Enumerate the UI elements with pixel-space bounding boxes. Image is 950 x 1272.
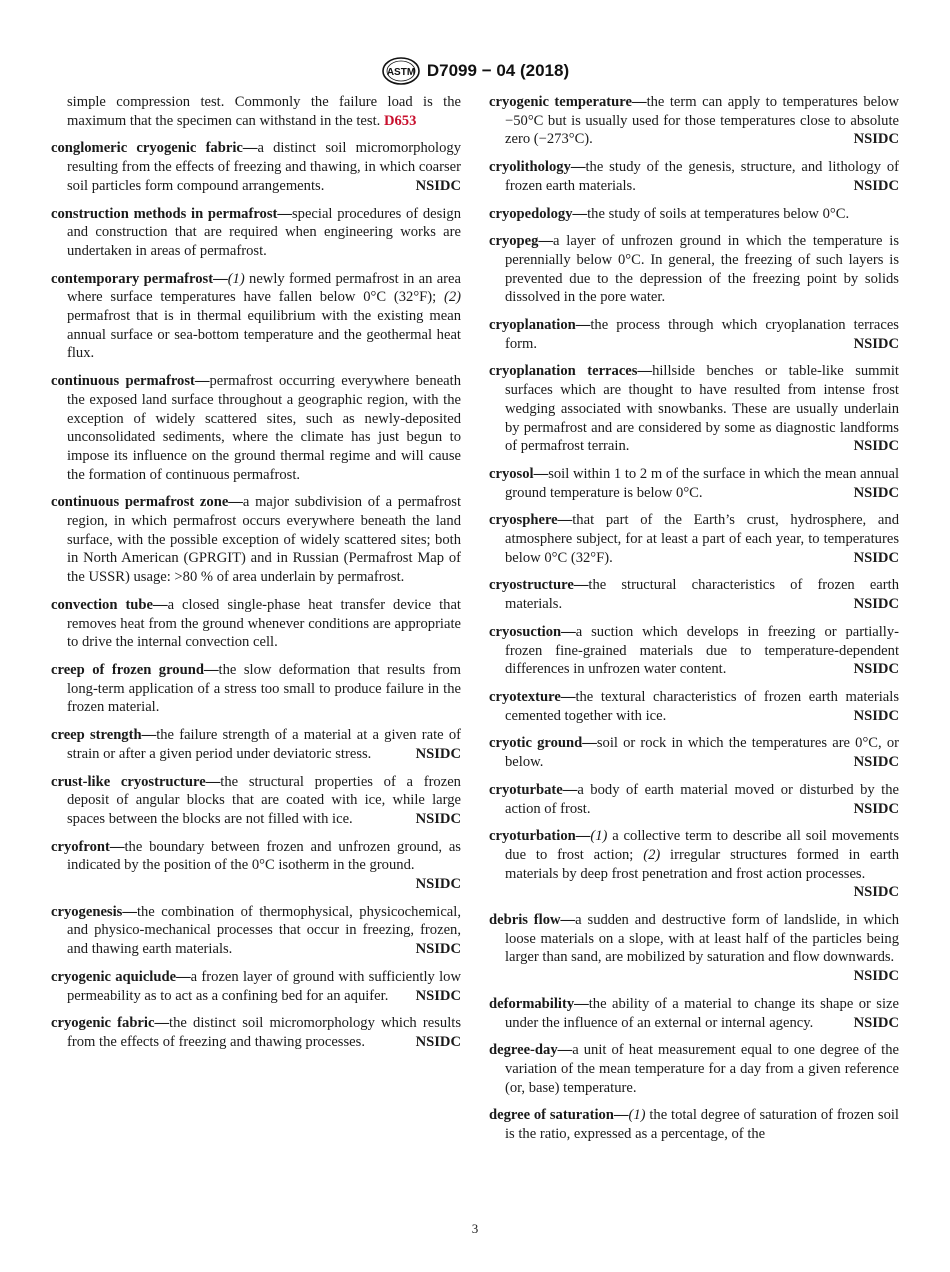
right-column [489,93,899,1153]
source-label: NSIDC [415,987,461,1004]
definition-entry [489,623,899,679]
definition-entry [489,781,899,818]
definition-entry [51,372,461,484]
term: debris flow— [489,912,576,929]
definition-text: the textural characteristics of frozen earth materials cemented together with ice. [505,688,899,724]
definition-text: the structural characteristics of frozen earth materials. [505,577,899,613]
source-label: NSIDC [415,941,461,958]
source-label: NSIDC [853,484,899,501]
source-label: NSIDC [415,876,461,893]
definition-text: the structural properties of a frozen deposit of angular blocks that are coated with ice, while large spaces between the blocks are not filled with ice. [67,773,461,827]
definition-text: a suction which develops in freezing or partially-frozen fine-grained materials due to temperature-dependent differences in unfrozen water content. [505,623,899,678]
page-header [0,56,950,86]
definition-text: a body of earth material moved or disturbed by the action of frost. [505,781,899,817]
definition-text: the distinct soil micromorphology which results from the effects of freezing and thawing processes. [67,1015,462,1050]
definition-entry [51,903,461,959]
source-label: NSIDC [853,131,899,148]
term: cryotic ground— [489,735,597,752]
source-label: NSIDC [415,810,461,827]
definition-entry [51,493,461,587]
definition-text: permafrost occurring everywhere beneath the exposed land surface throughout a geographic region, with the exception of widely scattered sites, such as newly-deposited unconsolidated sediments, where the climate has just begun to impose its influence on the ground thermal regime and will cause the formation of continuous permafrost. [67,373,462,483]
definition-text: the boundary between frozen and unfrozen ground, as indicated by the position of the 0°C isotherm in the ground. [67,838,461,874]
definition-text: the slow deformation that results from long-term application of a stress too small to produce failure in the frozen material. [67,661,461,716]
source-label: NSIDC [853,335,899,352]
source-label: NSIDC [853,968,899,985]
definition-text: the study of soils at temperatures below 0°C. [587,205,850,222]
definition-entry [51,596,461,652]
source-label: NSIDC [853,707,899,724]
definition-entry [51,205,461,261]
definition-text: the ability of a material to change its shape or size under the influence of an external or internal agency. [505,995,899,1031]
term: cryosuction— [489,623,576,640]
term: convection tube— [51,596,168,613]
source-label: NSIDC [415,745,461,762]
source-label: NSIDC [853,884,899,901]
definition-text: the process through which cryoplanation terraces form. [505,317,899,352]
definition-entry [489,911,899,986]
definition-entry [51,838,461,894]
definition-text: that part of the Earth’s crust, hydrosphere, and atmosphere subject, for at least a part of each year, to temperatures below 0°C (32°F). [505,512,899,566]
term: conglomeric cryogenic fabric— [51,140,258,157]
definition-text: the failure strength of a material at a given rate of strain or after a given period under deviatoric stress. [67,727,462,762]
source-label: NSIDC [853,661,899,678]
definition-entry [489,93,899,149]
term: cryolithology— [489,159,586,176]
definition-entry [51,968,461,1005]
source-label: NSIDC [853,438,899,455]
astm-logo-text: ASTM [386,67,416,78]
term: degree-day— [489,1042,573,1059]
definition-entry [489,465,899,502]
term: cryotexture— [489,688,576,705]
term: continuous permafrost zone— [51,494,243,511]
definition-entry [489,362,899,456]
reference-link-d653[interactable]: D653 [383,112,417,129]
term: cryopeg— [489,233,554,250]
page-number: 3 [471,1221,479,1236]
source-label: NSIDC [853,549,899,566]
definition-text: a frozen layer of ground with sufficiently low permeability as to act as a confining bed for an aquifer. [67,968,461,1004]
definition-text: a sudden and destructive form of landslide, in which loose materials on a slope, with at least half of the particles being larger than sand, are mobilized by saturation and flow downwards. [505,912,900,966]
term: crust-like cryostructure— [51,773,221,790]
term: creep strength— [51,727,157,744]
source-label: NSIDC [853,754,899,771]
definition-text: special procedures of design and construction that are required when engineering works are undertaken in areas of permafrost. [67,205,461,259]
definition-entry [51,139,461,195]
definition-text: a layer of unfrozen ground in which the temperature is perennially below 0°C. In general, the freezing of such layers is prevented due to the depression of the freezing point by solids dissolved in the pore water. [505,233,899,306]
term: degree of saturation— [489,1107,629,1124]
term: cryoplanation terraces— [489,363,653,380]
definition-text: hillside benches or table-like summit surfaces which are thought to have resulted from intense frost wedging associated with snowbanks. These are usually underlain by permafrost and are considered by some as diagnostic landforms of permafrost terrain. [505,363,899,455]
definition-entry [489,688,899,725]
definition-text: a major subdivision of a permafrost region, in which permafrost occurs everywhere beneath the land surface, with the possible exception of widely scattered sites; both in North American (GPRGIT) and in Russian (Permafrost Map of the USSR) usage: >80 % of area underlain by permafrost. [67,494,461,586]
term: contemporary permafrost— [51,270,228,287]
definition-text: a distinct soil micromorphology resulting from the effects of freezing and thawing, in which coarser soil particles form compound arrangements. [67,140,461,194]
term: cryogenic fabric— [51,1015,170,1032]
definition-entry [489,734,899,771]
definition-entry: cryoturbation—(1) a collective term to describe all soil movements due to frost action; (2) irregular structures formed in earth materials by deep frost penetration and frost action processes. NSIDC [489,828,899,901]
definition-text: a unit of heat measurement equal to one degree of the variation of the mean temperature for a day from a given reference (or, base) temperature. [505,1042,899,1096]
definition-text: the combination of thermophysical, physicochemical, and physico-mechanical processes that occur in freezing, frozen, and thawing earth materials. [67,903,461,958]
term: cryoplanation— [489,317,591,334]
definition-entry [51,726,461,763]
definition-entry [489,232,899,307]
definition-text: the study of the genesis, structure, and lithology of frozen earth materials. [505,159,899,194]
term: cryogenesis— [51,903,137,920]
source-label: NSIDC [853,800,899,817]
left-column [51,93,461,1061]
term: construction methods in permafrost— [51,205,292,222]
term: cryogenic temperature— [489,94,647,110]
source-label: NSIDC [415,177,461,194]
definition-entry [489,511,899,567]
definition-entry [489,316,899,353]
definition-entry [489,158,899,195]
definition-entry [489,995,899,1032]
term: cryoturbation— [489,828,591,845]
definition-entry: degree of saturation—(1) the total degree of saturation of frozen soil is the ratio, expressed as a percentage, of the [489,1107,899,1143]
term: cryopedology— [489,205,588,222]
term: continuous permafrost— [51,373,210,390]
term: cryosphere— [489,512,573,529]
document-id: D7099 − 04 (2018) [426,61,570,80]
source-label: NSIDC [415,1033,461,1050]
definition-entry [489,1041,899,1097]
definition-text: soil or rock in which the temperatures are 0°C, or below. [505,735,899,771]
astm-logo-icon [381,56,421,86]
source-label: NSIDC [853,177,899,194]
term: deformability— [489,995,589,1012]
term: cryogenic aquiclude— [51,968,191,985]
definition-entry: simple compression test. Commonly the failure load is the maximum that the specimen can withstand in the test. D653 [67,94,461,129]
source-label: NSIDC [853,1014,899,1031]
definition-entry [51,661,461,717]
definition-entry: contemporary permafrost—(1) newly formed permafrost in an area where surface temperatures have fallen below 0°C (32°F); (2) permafrost that is in thermal equilibrium with the existing mean annual surface or sea-bottom temperature and the geothermal heat flux. [51,270,461,362]
term: creep of frozen ground— [51,661,219,678]
definition-text: a closed single-phase heat transfer device that removes heat from the ground whenever conditions are appropriate to drive the internal convection cell. [67,596,461,651]
term: cryostructure— [489,577,589,594]
definition-text: soil within 1 to 2 m of the surface in which the mean annual ground temperature is below 0°C. [505,465,899,501]
term: cryosol— [489,465,549,482]
term: cryofront— [51,838,125,855]
definition-entry [51,773,461,829]
definition-entry [489,205,899,224]
definition-text: the term can apply to temperatures below −50°C but is usually used for those temperatures close to absolute zero (−273°C). [505,94,899,148]
term: cryoturbate— [489,781,578,798]
definition-entry [51,1014,461,1051]
definition-entry [489,576,899,613]
source-label: NSIDC [853,596,899,613]
